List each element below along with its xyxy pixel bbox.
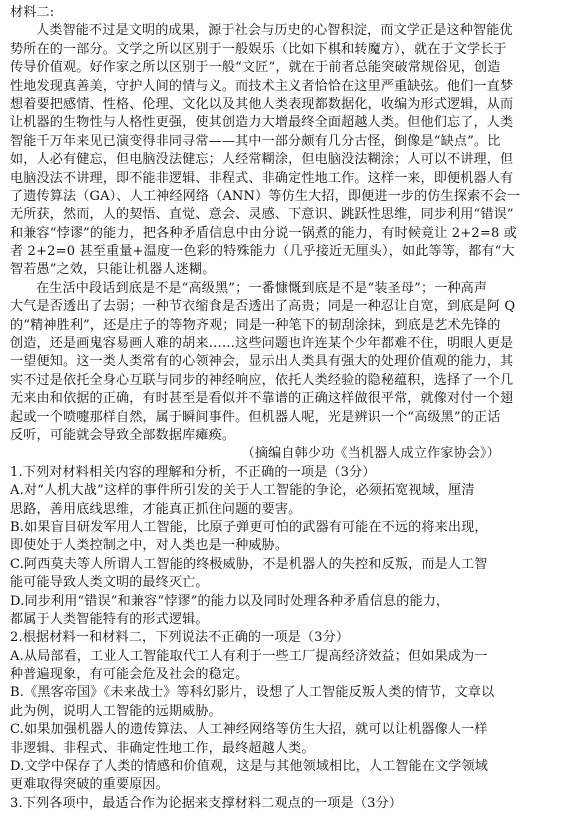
material-heading: 材料二: [10, 5, 55, 20]
passage-line: 了遗传算法（GA）、人工神经网络（ANN）等仿生大招，即便进一步的仿生探索不会一 [10, 188, 521, 204]
question-line: 非逻辑、非程式、非确定性地工作，最终超越人类。 [10, 740, 315, 756]
question-line: D.文学中保存了人类的情感和价值观，这是与其他领域相比，人工智能在文学领域 [10, 759, 489, 775]
passage-line: 智若愚”之效，只能让机器人迷糊。 [10, 262, 216, 278]
passage-line: 的“精神胜利”，还是庄子的等物齐观；同是一种笔下的韧刮涂抹，到底是艺术先锋的 [10, 317, 501, 333]
passage-line: 一望便知。这一类人类常有的心领神会，显示出人类具有强大的处理价值观的能力，其 [10, 354, 514, 370]
question-line: C.如果加强机器人的遗传算法、人工神经网络等仿生大招，就可以让机器像人一样 [10, 722, 488, 738]
passage-line: 者 2+2=0 甚至重量+温度一色彩的特殊能力（几乎接近无厘头），如此等等，都有“大 [10, 244, 515, 260]
question-line: 能可能导致人类文明的最终灭亡。 [10, 575, 209, 591]
passage-line: 大气是否透出了去弱；一种节衣缩食是否透出了高贵；同是一种忍让自宽，到底是阿 Q [10, 299, 516, 315]
question-line: A.从局部看，工业人工智能取代工人有利于一些工厂提高经济效益；但如果成为一 [10, 648, 488, 664]
passage-line: 让机器的生物性与人格性更强，使其创造力大增最终全面超越人类。但他们忘了，人类 [10, 115, 514, 131]
question-line: 1.下列对材料相关内容的理解和分析，不正确的一项是（3分） [10, 464, 376, 480]
question-line: D.同步利用“错误”和兼容“悖谬”的能力以及同时处理各种矛盾信息的能力， [10, 593, 450, 609]
passage-line: 势所在的一部分。文学之所以区别于一般娱乐（比如下棋和转魔方），就在于文学长于 [10, 41, 507, 57]
passage-line: 起或一个喷嚏那样自然，属于瞬间事件。但机器人呢，光是辨识一个“高级黑”的正话 [10, 409, 501, 425]
passage-line: 在生活中段话到底是不是“高级黑”；一番慷慨到底是不是“装圣母”；一种高声 [36, 280, 488, 296]
passage-line: 传导价值观。好作家之所以区别于一般“文匠”，就在于前者总能突破常规俗见，创造 [10, 60, 501, 76]
passage-line: 和兼容“悖谬”的能力，把各种矛盾信息中由分说一锅煮的能力，有时候竟让 2+2=8 或 [10, 225, 518, 241]
question-line: 即使处于人类控制之中，对人类也是一种威胁。 [10, 538, 289, 554]
passage-line: 电脑没法不讲理，即不能非逻辑、非程式、非确定性地工作。这样一来，即便机器人有 [10, 170, 514, 186]
question-line: 种普遍现象，有可能会危及社会的稳定。 [10, 667, 249, 683]
question-line: 更难取得突破的重要原因。 [10, 777, 169, 793]
passage-line: 创造，还是画鬼容易画人难的胡来……这些问题也许连某个少年都难不住，明眼人更是 [10, 336, 514, 352]
passage-line: 反听，可能就会导致全部数据库瘫痪。 [10, 427, 236, 443]
passage-line: 性地发现真善美，守护人间的情与义。而技术主义者恰恰在这里严重缺弦。他们一直梦 [10, 78, 514, 94]
question-line: B.《黑客帝国》《未来战士》等科幻影片，设想了人工智能反叛人类的情节，文章以 [10, 685, 495, 701]
question-line: 此为例，说明人工智能的远期威胁。 [10, 703, 222, 719]
question-line: C.阿西莫夫等人所谓人工智能的终极威胁，不是机器人的失控和反叛，而是人工智 [10, 556, 488, 572]
passage-line: 智能千万年来见已演变得非同寻常——其中一部分颇有几分古怪，倒像是“缺点”。比 [10, 133, 501, 149]
passage [10, 22, 558, 445]
question-line: 都属于人类智能特有的形式逻辑。 [10, 611, 209, 627]
passage-line: 无来由和依据的正确，有时甚至是看似并不靠谱的正确这样做很平常，就像对付一个翅 [10, 391, 514, 407]
passage-line: 想着要把感情、性格、伦理、文化以及其他人类表现都数据化，收编为形式逻辑，从而 [10, 96, 514, 112]
question-line: B.如果盲目研发军用人工智能，比原子弹更可怕的武器有可能在不远的将来出现， [10, 519, 488, 535]
question-line: 思路，善用底线思维，才能真正抓住问题的要害。 [10, 501, 302, 517]
passage-line: 如，人必有健忘，但电脑没法健忘；人经常糊涂，但电脑没法糊涂；人可以不讲理，但 [10, 152, 514, 168]
question-line: 2.根据材料一和材料二，下列说法不正确的一项是（3分） [10, 630, 350, 646]
passage-line: 实不过是依托全身心互联与同步的神经响应，依托人类经验的隐秘蕴积，选择了一个几 [10, 372, 514, 388]
citation: （摘编自韩少功《当机器人成立作家协会》） [241, 446, 500, 462]
questions [10, 464, 558, 813]
passage-line: 人类智能不过是文明的成果，源于社会与历史的心智积淀，而文学正是这种智能优 [36, 23, 513, 39]
passage-line: 无所获，然而，人的契悟、直觉、意会、灵感、下意识、跳跃性思维，同步利用“错误” [10, 207, 514, 223]
question-line: A.对“人机大战”这样的事件所引发的关于人工智能的争论，必须拓宽视域，厘清 [10, 483, 475, 499]
question-line: 3.下列各项中，最适合作为论据来支撑材料二观点的一项是（3分） [10, 795, 403, 811]
